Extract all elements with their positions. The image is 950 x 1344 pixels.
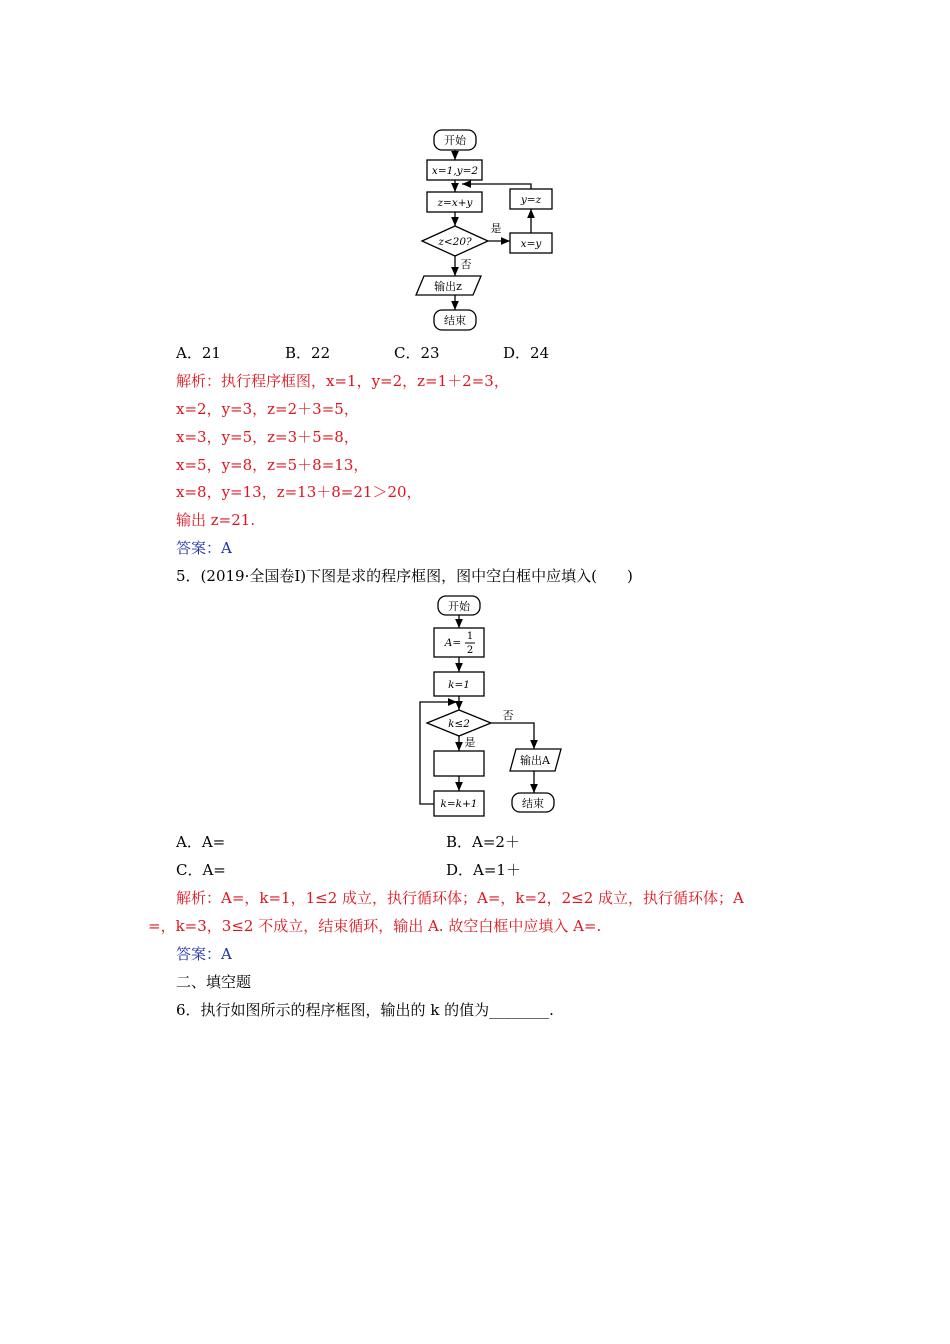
yes-label: 是 [464, 736, 476, 749]
output-label: 输出z [434, 280, 462, 293]
q5-answer: 答案：A [176, 945, 232, 963]
condition-label: k≤2 [448, 718, 470, 730]
init-k-label: k=1 [448, 679, 470, 691]
init-a-label: A= [444, 637, 462, 649]
flowchart-fibonacci [410, 122, 570, 334]
condition-label: z<20? [438, 236, 472, 248]
swap-y-label: y=z [520, 194, 542, 206]
calc-label: z=x+y [437, 197, 473, 209]
q5-analysis-line-2: =，k=3，3≤2 不成立，结束循环，输出 A. 故空白框中应填入 A=. [148, 917, 602, 935]
no-label: 否 [502, 709, 514, 722]
output-label: 输出A [520, 754, 550, 767]
flowchart-loop [408, 592, 568, 824]
section-heading: 二、填空题 [176, 973, 252, 991]
q5-analysis-line-1: 解析：A=，k=1，1≤2 成立，执行循环体；A=，k=2，2≤2 成立，执行循环体；A [176, 889, 744, 907]
q5-option-a: A．A= [176, 833, 226, 851]
q4-analysis-line-2: x=2，y=3，z=2＋3=5， [176, 400, 359, 418]
init-a-fraction-denominator: 2 [466, 645, 474, 656]
q4-option-d: D．24 [503, 344, 550, 362]
q5-option-b: B．A=2＋ [446, 833, 520, 851]
q4-answer: 答案：A [176, 539, 232, 557]
no-label: 否 [460, 258, 472, 271]
init-a-fraction-numerator: 1 [466, 631, 474, 642]
q4-option-a: A．21 [176, 344, 221, 362]
q5-stem: 5．(2019·全国卷Ⅰ)下图是求的程序框图，图中空白框中应填入( ) [176, 567, 633, 585]
q4-analysis-line-3: x=3，y=5，z=3＋5=8， [176, 428, 359, 446]
q4-analysis-line-6: 输出 z=21. [176, 511, 256, 529]
blank-box [434, 751, 484, 776]
q4-option-c: C．23 [394, 344, 440, 362]
end-label: 结束 [444, 314, 466, 327]
yes-label: 是 [490, 222, 502, 235]
start-label: 开始 [444, 134, 466, 147]
start-label: 开始 [448, 600, 470, 613]
q4-option-b: B．22 [285, 344, 331, 362]
swap-x-label: x=y [520, 238, 542, 250]
q5-option-d: D．A=1＋ [446, 861, 521, 879]
q4-analysis-line-1: 解析：执行程序框图，x=1，y=2，z=1＋2=3， [176, 372, 509, 390]
init-label: x=1,y=2 [431, 165, 479, 177]
q5-option-c: C．A= [176, 861, 226, 879]
q4-analysis-line-4: x=5，y=8，z=5＋8=13， [176, 456, 369, 474]
q4-analysis-line-5: x=8，y=13，z=13＋8=21＞20， [176, 483, 422, 501]
end-label: 结束 [522, 797, 544, 810]
increment-label: k=k+1 [440, 798, 478, 810]
q6-stem: 6．执行如图所示的程序框图，输出的 k 的值为________. [176, 1001, 554, 1019]
